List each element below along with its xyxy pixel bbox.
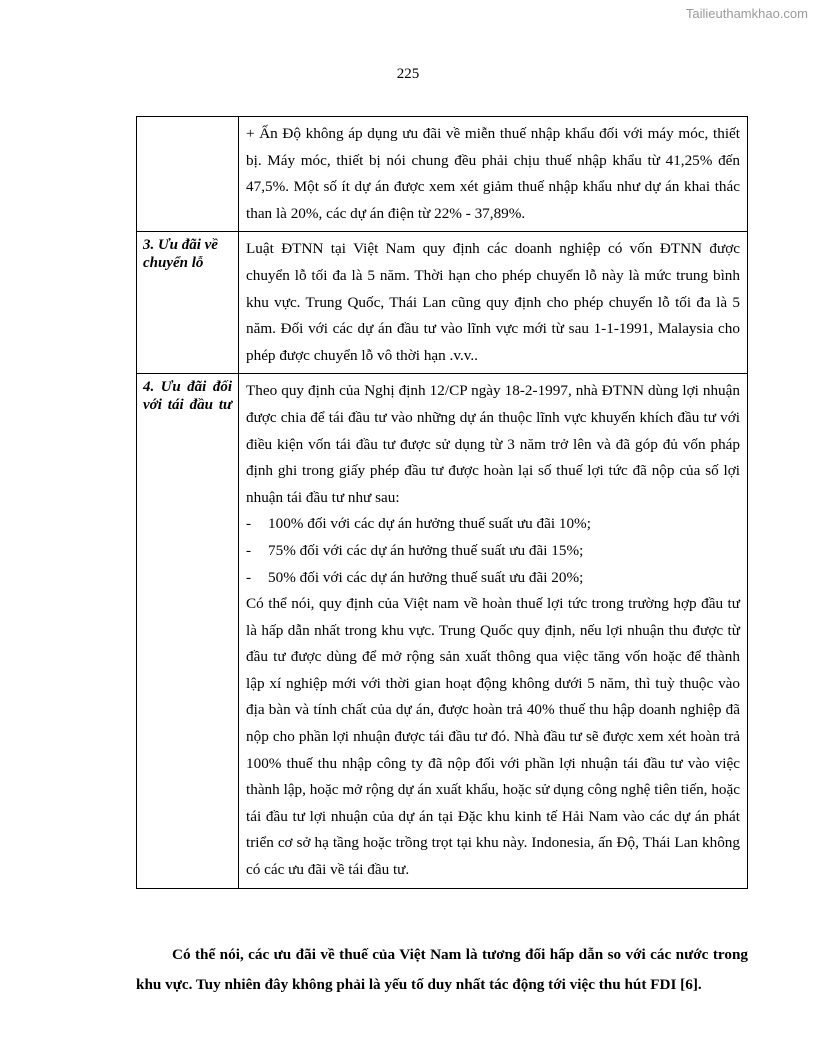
list-item — [246, 538, 740, 565]
row-label — [137, 232, 239, 374]
paragraph-closing: Có thể nói, quy định của Việt nam về hoàn thuế lợi tức trong trường hợp đầu tư là hấp dẫn nhất trong khu vực. Trung Quốc quy định, nếu lợi nhuận thu được từ đầu tư được dùng để mở rộng sản xuất thông qua việc tăng vốn hoặc để thành lập xí nghiệp mới với thời gian hoạt động không dưới 5 năm, thì tuỳ thuộc vào địa bàn và tính chất của dự án, được hoàn trả 40% thuế thu hập doanh nghiệp đã nộp cho phần lợi nhuận được tái đầu tư đó. Nhà đầu tư sẽ được xem xét hoàn trả 100% thuế thu nhập công ty đã nộp đối với phần lợi nhuận tái đầu tư vào việc thành lập, hoặc mở rộng dự án xuất khẩu, hoặc sử dụng công nghệ tiên tiến, hoặc tái đầu tư lợi nhuận của dự án tại Đặc khu kinh tế Hải Nam vào các dự án phát triển cơ sở hạ tầng hoặc trồng trọt tại khu này. Indonesia, ấn Độ, Thái Lan không có các ưu đãi về tái đầu tư. — [246, 595, 740, 879]
bullet-marker: - — [246, 568, 252, 586]
row-label — [137, 374, 239, 888]
label-text: 3. Ưu đãi về chuyển lỗ — [143, 237, 218, 272]
incentives-table — [136, 116, 748, 889]
paragraph: Luật ĐTNN tại Việt Nam quy định các doanh nghiệp có vốn ĐTNN được chuyển lỗ tối đa là 5 năm. Thời hạn cho phép chuyển lỗ này là mức trung bình khu vực. Trung Quốc, Thái Lan cũng quy định cho phép chuyển lỗ tối đa là 5 năm. Đối với các dự án đầu tư vào lĩnh vực mới từ sau 1-1-1991, Malaysia cho phép được chuyển lỗ vô thời hạn .v.v.. — [246, 240, 740, 364]
bullet-marker: - — [246, 515, 252, 533]
page-number: 225 — [396, 66, 420, 82]
paragraph: + Ấn Độ không áp dụng ưu đãi về miễn thuế nhập khẩu đối với máy móc, thiết bị. Máy móc, thiết bị nói chung đều phải chịu thuế nhập khẩu từ 41,25% đến 47,5%. Một số ít dự án được xem xét giảm thuế nhập khẩu như dự án khai thác than là 20%, các dự án điện từ 22% - 37,89%. — [246, 125, 740, 222]
table-row — [137, 117, 748, 232]
label-text: 4. Ưu đãi đối với tái đầu tư — [143, 379, 232, 414]
bullet-marker: - — [246, 541, 252, 559]
list-item — [246, 565, 740, 592]
conclusion-paragraph: Có thể nói, các ưu đãi về thuế của Việt Nam là tương đối hấp dẫn so với các nước trong khu vực. Tuy nhiên đây không phải là yếu tố duy nhất tác động tới việc thu hút FDI [6]. — [136, 946, 748, 993]
list-item-text: 75% đối với các dự án hưởng thuế suất ưu đãi 15%; — [268, 541, 584, 559]
row-content — [239, 232, 748, 374]
watermark: Tailieuthamkhao.com — [685, 6, 808, 21]
row-content — [239, 117, 748, 232]
row-label — [137, 117, 239, 232]
list-item-text: 100% đối với các dự án hưởng thuế suất ưu đãi 10%; — [268, 515, 591, 533]
list-item — [246, 511, 740, 538]
list-item-text: 50% đối với các dự án hưởng thuế suất ưu đãi 20%; — [268, 568, 584, 586]
row-content — [239, 374, 748, 888]
table-row — [137, 232, 748, 374]
paragraph-intro: Theo quy định của Nghị định 12/CP ngày 18-2-1997, nhà ĐTNN dùng lợi nhuận được chia để tái đầu tư vào những dự án thuộc lĩnh vực khuyến khích đầu tư với điều kiện vốn tái đầu tư được sử dụng từ 3 năm trở lên và đã góp đủ vốn pháp định ghi trong giấy phép đầu tư được hoàn lại số thuế lợi tức đã nộp của số lợi nhuận tái đầu tư như sau: — [246, 382, 740, 506]
table-row — [137, 374, 748, 888]
